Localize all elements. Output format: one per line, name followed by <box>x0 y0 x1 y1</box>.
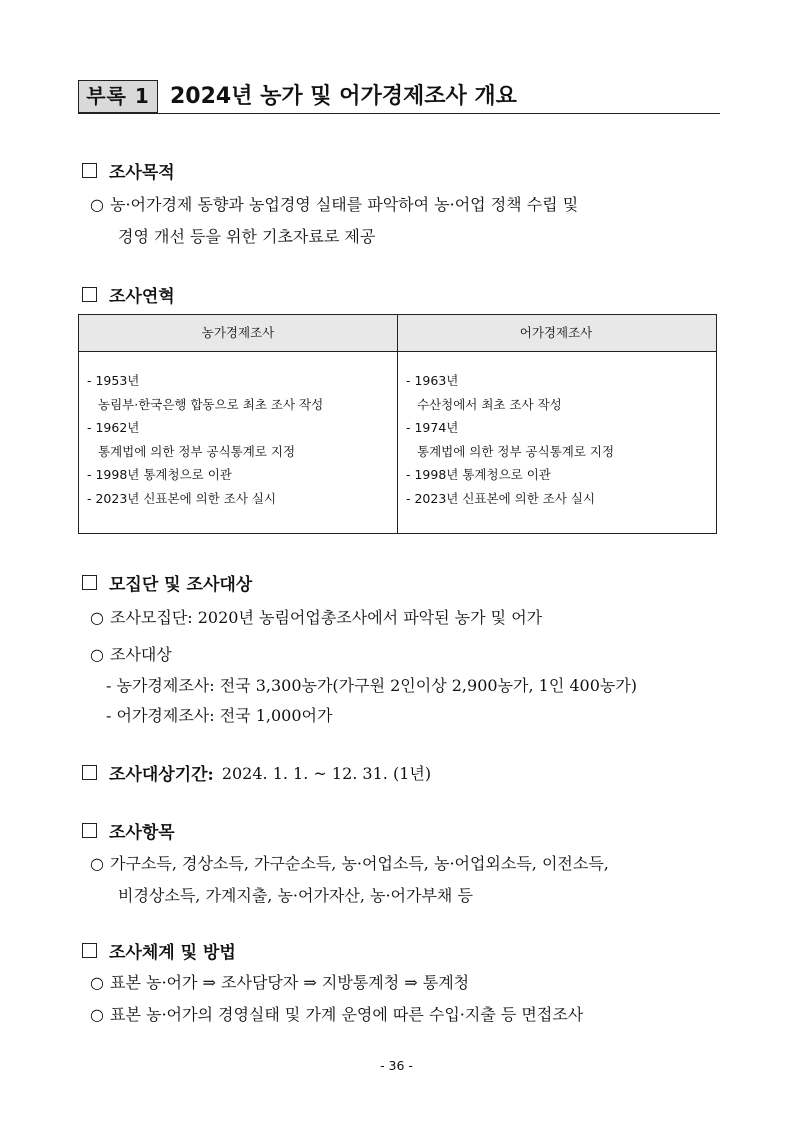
column-header-farm: 농가경제조사 <box>201 325 275 340</box>
bullet-circle-icon: ○ <box>90 195 104 214</box>
section-box-icon <box>82 765 97 780</box>
title-underline <box>78 113 720 114</box>
farm-history-column <box>87 369 323 510</box>
history-table <box>78 314 717 534</box>
history-line: 농림부·한국은행 합동으로 최초 조사 작성 <box>98 396 324 412</box>
bullet-circle-icon: ○ <box>90 1005 104 1024</box>
history-line: - 1998년 통계청으로 이관 <box>87 467 232 482</box>
section-box-icon <box>82 575 97 590</box>
bullet-item: ○ 가구소득, 경상소득, 가구순소득, 농·어업소득, 농·어업외소득, 이전소득, <box>90 852 609 876</box>
bullet-circle-icon: ○ <box>90 973 104 992</box>
sub-item: - 농가경제조사: 전국 3,300농가(가구원 2인이상 2,900농가, 1인 400농가) <box>106 676 638 695</box>
page-number: - 36 - <box>380 1058 413 1073</box>
section-heading: 모집단 및 조사대상 <box>109 574 253 595</box>
history-line: - 1998년 통계청으로 이관 <box>406 467 551 482</box>
section-heading: 조사항목 <box>109 822 175 843</box>
section-heading: 조사목적 <box>109 162 175 183</box>
section-heading: 조사대상기간: <box>109 764 214 785</box>
sub-item: - 어가경제조사: 전국 1,000어가 <box>106 706 333 725</box>
fish-history-column <box>406 369 614 510</box>
history-line: - 1963년 <box>406 373 459 388</box>
history-line: 통계법에 의한 정부 공식통계로 지정 <box>417 443 615 459</box>
bullet-circle-icon: ○ <box>90 645 104 664</box>
bullet-circle-icon: ○ <box>90 854 104 873</box>
bullet-item: ○ 조사대상 <box>90 643 172 667</box>
history-line: - 2023년 신표본에 의한 조사 실시 <box>406 490 596 506</box>
history-line: - 2023년 신표본에 의한 조사 실시 <box>87 490 277 506</box>
history-line: 수산청에서 최초 조사 작성 <box>417 396 562 412</box>
bullet-circle-icon: ○ <box>90 608 104 627</box>
section-history <box>82 282 175 306</box>
section-heading: 조사체계 및 방법 <box>109 942 236 963</box>
section-items <box>82 818 175 842</box>
section-purpose <box>82 158 175 182</box>
column-header-fish: 어가경제조사 <box>519 325 593 340</box>
bullet-continuation: 비경상소득, 가계지출, 농·어가자산, 농·어가부채 등 <box>118 886 473 905</box>
section-box-icon <box>82 163 97 178</box>
section-population <box>82 570 252 594</box>
history-line: - 1953년 <box>87 373 140 388</box>
section-heading: 조사연혁 <box>109 286 175 307</box>
period-value: 2024. 1. 1. ~ 12. 31. (1년) <box>221 763 432 783</box>
history-line: - 1974년 <box>406 420 459 435</box>
page-title <box>78 80 720 114</box>
bullet-item: ○ 표본 농·어가의 경영실태 및 가계 운영에 따른 수입·지출 등 면접조사 <box>90 1003 583 1027</box>
section-method <box>82 938 236 962</box>
bullet-item: ○ 조사모집단: 2020년 농림어업총조사에서 파악된 농가 및 어가 <box>90 606 542 630</box>
section-box-icon <box>82 823 97 838</box>
bullet-continuation: 경영 개선 등을 위한 기초자료로 제공 <box>118 227 376 246</box>
section-box-icon <box>82 943 97 958</box>
appendix-badge: 부록 1 <box>78 80 158 113</box>
history-line: 통계법에 의한 정부 공식통계로 지정 <box>98 443 296 459</box>
bullet-item: ○ 표본 농·어가 ⇒ 조사담당자 ⇒ 지방통계청 ⇒ 통계청 <box>90 971 469 995</box>
title-text: 2024년 농가 및 어가경제조사 개요 <box>170 84 517 109</box>
history-line: - 1962년 <box>87 420 140 435</box>
section-box-icon <box>82 287 97 302</box>
bullet-item: ○ 농·어가경제 동향과 농업경영 실태를 파악하여 농·어업 정책 수립 및 <box>90 193 578 217</box>
section-period <box>82 760 431 784</box>
